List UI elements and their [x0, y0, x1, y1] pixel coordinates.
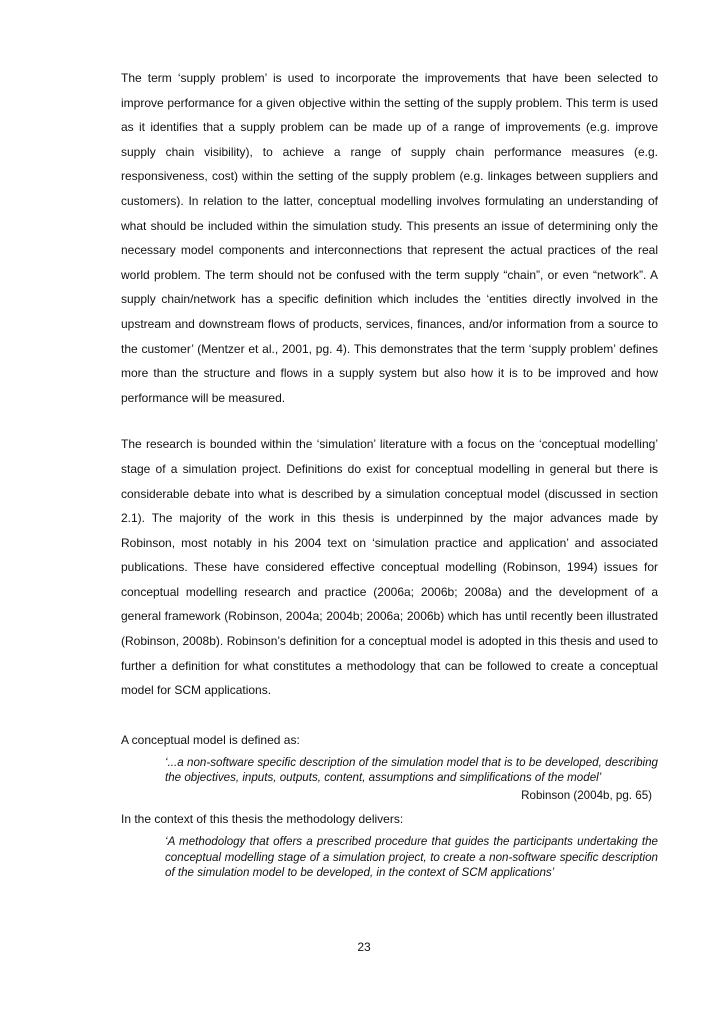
conceptual-model-intro: A conceptual model is defined as: — [121, 732, 300, 747]
paragraph-supply-problem: The term ‘supply problem’ is used to incorporate the improvements that have been selected to improve performance for a given objective within the setting of the supply problem. This term is used as it identifies that a supply problem can be made up of a range of improvements (e.g. improve supply chain visibility), to achieve a range of supply chain performance measures (e.g. responsiveness, cost) within the setting of the supply problem (e.g. linkages between suppliers and customers). In relation to the latter, conceptual modelling involves formulating an understanding of what should be included within the simulation study. This presents an issue of determining only the necessary model components and interconnections that represent the actual practices of the real world problem. The term should not be confused with the term supply “chain”, or even “network”. A supply chain/network has a specific definition which includes the ‘entities directly involved in the upstream and downstream flows of products, services, finances, and/or information from a source to the customer’ (Mentzer et al., 2001, pg. 4). This demonstrates that the term ‘supply problem’ defines more than the structure and flows in a supply system but also how it is to be improved and how performance will be measured. — [121, 71, 658, 405]
methodology-quote: ‘A methodology that offers a prescribed procedure that guides the participants undertaking the conceptual modelling stage of a simulation project, to create a non-software specific description of the simulation model to be developed, in the context of SCM applications’ — [165, 835, 658, 880]
methodology-intro: In the context of this thesis the methodology delivers: — [121, 812, 404, 827]
robinson-citation: Robinson (2004b, pg. 65) — [521, 789, 652, 803]
conceptual-model-quote: ‘...a non-software specific description of the simulation model that is to be developed, describing the objectives, inputs, outputs, content, assumptions and simplifications of the model’ — [165, 755, 658, 785]
page-number: 23 — [357, 940, 371, 954]
body-column — [121, 66, 658, 881]
paragraph-simulation-research: The research is bounded within the ‘simulation’ literature with a focus on the ‘conceptual modelling’ stage of a simulation project. Definitions do exist for conceptual modelling in general but there is considerable debate into what is described by a simulation conceptual model (discussed in section 2.1). The majority of the work in this thesis is underpinned by the major advances made by Robinson, most notably in his 2004 text on ‘simulation practice and application’ and associated publications. These have considered effective conceptual modelling (Robinson, 1994) issues for conceptual modelling research and practice (2006a; 2006b; 2008a) and the development of a general framework (Robinson, 2004a; 2004b; 2006a; 2006b) which has until recently been illustrated (Robinson, 2008b). Robinson’s definition for a conceptual model is adopted in this thesis and used to further a definition for what constitutes a methodology that can be followed to create a conceptual model for SCM applications. — [121, 437, 658, 698]
